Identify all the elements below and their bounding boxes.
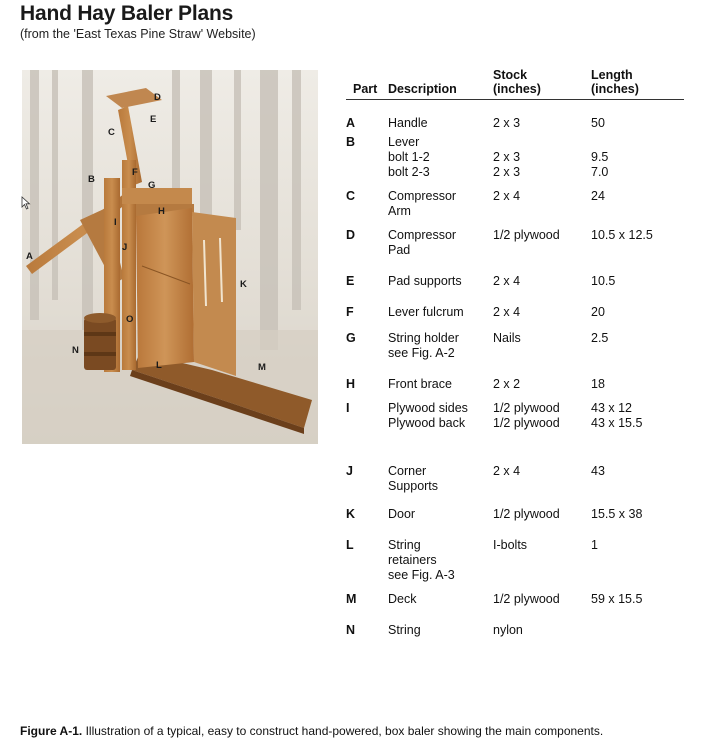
part-description-line: bolt 2-3 xyxy=(388,165,430,179)
part-description-line: String xyxy=(388,538,421,552)
part-stock xyxy=(493,361,591,392)
part-length xyxy=(591,100,684,132)
part-length-line: 50 xyxy=(591,116,605,130)
part-letter: J xyxy=(346,464,353,478)
part-letter: A xyxy=(346,116,356,130)
part-description xyxy=(388,607,493,638)
part-letter: L xyxy=(346,538,354,552)
part-length-line: 18 xyxy=(591,377,605,391)
part-stock-line: 1/2 plywood xyxy=(493,416,560,430)
parts-table xyxy=(346,66,684,638)
part-letter: K xyxy=(346,507,356,521)
page-subtitle: (from the 'East Texas Pine Straw' Website) xyxy=(20,27,256,41)
part-description-line: Arm xyxy=(388,204,411,218)
part-length-line: 24 xyxy=(591,189,605,203)
table-row xyxy=(346,219,684,258)
part-stock xyxy=(493,392,591,431)
caption-label: Figure A-1. xyxy=(20,724,83,738)
part-letter: B xyxy=(346,135,356,149)
part-description-line: retainers xyxy=(388,553,437,567)
part-stock-line: 1/2 plywood xyxy=(493,401,560,415)
baler-illustration xyxy=(22,70,318,444)
part-description-line: Compressor xyxy=(388,228,457,242)
part-description xyxy=(388,522,493,583)
label-e: E xyxy=(150,114,157,125)
header-part: Part xyxy=(346,66,388,100)
part-description xyxy=(388,320,493,361)
part-stock-line: nylon xyxy=(493,623,523,637)
part-length xyxy=(591,494,684,522)
part-description xyxy=(388,583,493,607)
label-d: D xyxy=(154,92,161,103)
part-stock xyxy=(493,494,591,522)
part-stock-line: 1/2 plywood xyxy=(493,507,560,521)
part-description-line: bolt 1-2 xyxy=(388,150,430,164)
part-description xyxy=(388,289,493,320)
part-letter: D xyxy=(346,228,356,242)
part-stock xyxy=(493,180,591,219)
part-description-line: String holder xyxy=(388,331,459,345)
part-letter: F xyxy=(346,305,354,319)
label-j: J xyxy=(122,242,128,253)
table-row xyxy=(346,607,684,638)
table-row xyxy=(346,494,684,522)
part-stock-line: 2 x 3 xyxy=(493,165,521,179)
part-length xyxy=(591,131,684,180)
label-h: H xyxy=(158,206,165,217)
part-description-line: Corner xyxy=(388,464,427,478)
table-row xyxy=(346,258,684,289)
part-description-line: Handle xyxy=(388,116,428,130)
label-k: K xyxy=(240,279,247,290)
part-description-line: Plywood sides xyxy=(388,401,468,415)
part-length-line: 10.5 x 12.5 xyxy=(591,228,653,242)
part-length-line: 10.5 xyxy=(591,274,616,288)
caption-text: Illustration of a typical, easy to construct hand-powered, box baler showing the main components. xyxy=(82,724,604,738)
door xyxy=(192,212,236,376)
part-stock xyxy=(493,583,591,607)
part-stock xyxy=(493,320,591,361)
part-description-line: Lever xyxy=(388,135,420,149)
part-description-line: see Fig. A-3 xyxy=(388,568,455,582)
table-row xyxy=(346,522,684,583)
label-n: N xyxy=(72,345,79,356)
part-stock-line: 2 x 2 xyxy=(493,377,521,391)
part-stock xyxy=(493,431,591,494)
part-stock-line xyxy=(493,135,591,150)
part-stock xyxy=(493,131,591,180)
part-description-line: Deck xyxy=(388,592,417,606)
part-description-line: Pad xyxy=(388,243,411,257)
part-stock xyxy=(493,258,591,289)
part-length xyxy=(591,583,684,607)
header-length xyxy=(591,66,684,100)
part-description-line: Door xyxy=(388,507,416,521)
part-stock xyxy=(493,100,591,132)
part-description xyxy=(388,361,493,392)
table-row xyxy=(346,100,684,132)
part-letter: N xyxy=(346,623,356,637)
label-l: L xyxy=(156,360,162,371)
figure-caption xyxy=(20,724,603,738)
part-description-line: see Fig. A-2 xyxy=(388,346,455,360)
part-description-line: String xyxy=(388,623,421,637)
part-length xyxy=(591,219,684,258)
part-length-line: 43 x 12 xyxy=(591,401,633,415)
part-length xyxy=(591,361,684,392)
label-a: A xyxy=(26,251,33,262)
part-length xyxy=(591,522,684,583)
part-length-line: 20 xyxy=(591,305,605,319)
label-m: M xyxy=(258,362,266,373)
part-stock-line: I-bolts xyxy=(493,538,528,552)
part-length-line: 7.0 xyxy=(591,165,609,179)
header-description: Description xyxy=(388,66,493,100)
header-length-line2: (inches) xyxy=(591,82,639,96)
part-description-line: Pad supports xyxy=(388,274,462,288)
table-row xyxy=(346,289,684,320)
part-description xyxy=(388,494,493,522)
page-title: Hand Hay Baler Plans xyxy=(20,2,234,25)
part-length-line: 1 xyxy=(591,538,598,552)
part-stock xyxy=(493,522,591,583)
part-description-line: Front brace xyxy=(388,377,452,391)
part-letter: C xyxy=(346,189,356,203)
part-length-line: 2.5 xyxy=(591,331,609,345)
string-bucket xyxy=(84,318,116,370)
part-length xyxy=(591,392,684,431)
part-stock xyxy=(493,289,591,320)
part-length xyxy=(591,320,684,361)
part-letter: I xyxy=(346,401,350,415)
part-stock-line: 1/2 plywood xyxy=(493,228,560,242)
mouse-cursor-icon xyxy=(21,196,31,210)
table-row xyxy=(346,361,684,392)
label-i: I xyxy=(114,217,117,228)
part-length xyxy=(591,258,684,289)
table-row xyxy=(346,320,684,361)
part-stock-line: 2 x 4 xyxy=(493,464,521,478)
table-row xyxy=(346,583,684,607)
table-row xyxy=(346,131,684,180)
header-stock xyxy=(493,66,591,100)
part-length-line: 43 x 15.5 xyxy=(591,416,643,430)
part-description-line: Lever fulcrum xyxy=(388,305,464,319)
front-brace xyxy=(122,188,192,204)
part-letter: M xyxy=(346,592,357,606)
table-header-row xyxy=(346,66,684,100)
header-stock-line2: (inches) xyxy=(493,82,541,96)
part-length-line: 9.5 xyxy=(591,150,609,164)
part-length xyxy=(591,180,684,219)
baler-drawing xyxy=(22,70,318,444)
part-letter: G xyxy=(346,331,356,345)
part-stock-line: 2 x 3 xyxy=(493,150,521,164)
part-letter: E xyxy=(346,274,355,288)
part-description xyxy=(388,100,493,132)
part-length-line: 59 x 15.5 xyxy=(591,592,643,606)
part-length-line xyxy=(591,623,684,638)
part-length xyxy=(591,607,684,638)
part-description-line: Plywood back xyxy=(388,416,466,430)
part-stock-line: 2 x 4 xyxy=(493,274,521,288)
part-description xyxy=(388,392,493,431)
header-stock-line1: Stock xyxy=(493,68,528,82)
part-description xyxy=(388,180,493,219)
part-stock-line: 1/2 plywood xyxy=(493,592,560,606)
parts-table-body xyxy=(346,100,684,639)
label-g: G xyxy=(148,180,156,191)
part-stock-line: 2 x 4 xyxy=(493,189,521,203)
part-length-line: 43 xyxy=(591,464,605,478)
part-length xyxy=(591,289,684,320)
plywood-side xyxy=(136,208,194,368)
part-description xyxy=(388,258,493,289)
table-row xyxy=(346,431,684,494)
part-letter: H xyxy=(346,377,356,391)
table-row xyxy=(346,392,684,431)
part-description xyxy=(388,131,493,180)
part-stock-line: Nails xyxy=(493,331,521,345)
label-b: B xyxy=(88,174,95,185)
label-o: O xyxy=(126,314,134,325)
part-description-line: Compressor xyxy=(388,189,457,203)
part-stock xyxy=(493,219,591,258)
part-length-line xyxy=(591,135,684,150)
part-length-line: 15.5 x 38 xyxy=(591,507,643,521)
label-c: C xyxy=(108,127,115,138)
part-stock-line: 2 x 3 xyxy=(493,116,521,130)
part-stock-line: 2 x 4 xyxy=(493,305,521,319)
part-length xyxy=(591,431,684,494)
header-length-line1: Length xyxy=(591,68,633,82)
part-description xyxy=(388,219,493,258)
part-stock xyxy=(493,607,591,638)
part-description xyxy=(388,431,493,494)
table-row xyxy=(346,180,684,219)
label-f: F xyxy=(132,167,138,178)
part-description-line: Supports xyxy=(388,479,439,493)
